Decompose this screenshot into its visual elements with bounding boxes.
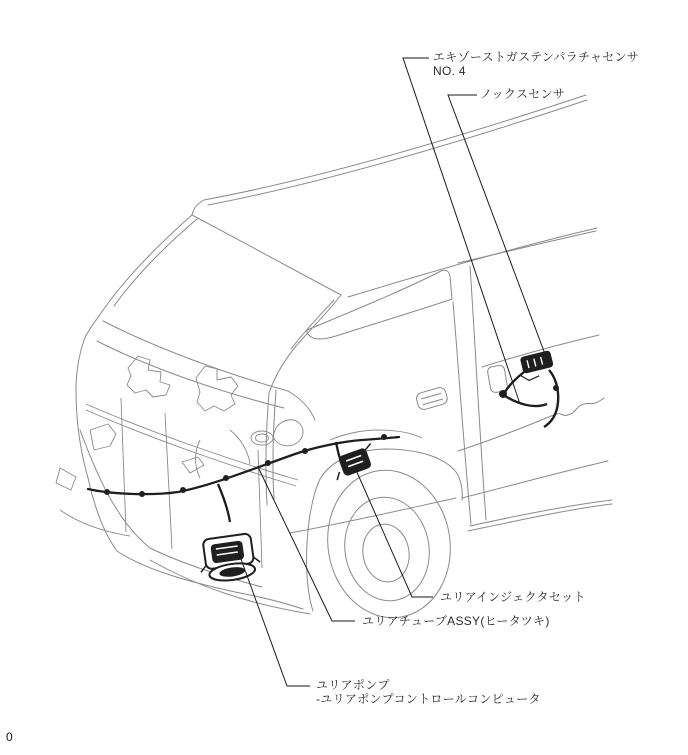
leader-exhaust-gas-temp-sensor: [403, 58, 520, 404]
leader-knock-sensor: [448, 95, 548, 362]
urea-tube-assy: [88, 434, 399, 522]
label-urea-pump-line1: ユリアポンプ: [316, 678, 390, 692]
sensor-wiring-harness: [500, 351, 559, 427]
label-knock-sensor-text: ノックスセンサ: [480, 87, 566, 101]
label-urea-injector-set: [440, 590, 586, 604]
label-exhaust-gas-temp-sensor-line1: エキゾーストガステンパラチャセンサ: [433, 50, 640, 64]
van-body-outline: [76, 95, 612, 614]
label-urea-tube-assy: [362, 614, 550, 628]
urea-pump-assembly: [197, 532, 263, 584]
label-urea-tube-assy-text: ユリアチューブASSY(ヒータツキ): [362, 614, 550, 628]
label-urea-pump-line2: -ユリアポンプコントロールコンピュータ: [316, 692, 541, 706]
label-knock-sensor: [480, 87, 565, 101]
label-urea-injector-set-text: ユリアインジェクタセット: [440, 590, 586, 604]
label-exhaust-gas-temp-sensor: [433, 50, 639, 78]
label-exhaust-gas-temp-sensor-line2: NO. 4: [433, 64, 466, 78]
label-urea-pump: [316, 678, 541, 706]
front-wheel: [307, 449, 463, 627]
page-corner-mark: 0: [6, 730, 13, 744]
